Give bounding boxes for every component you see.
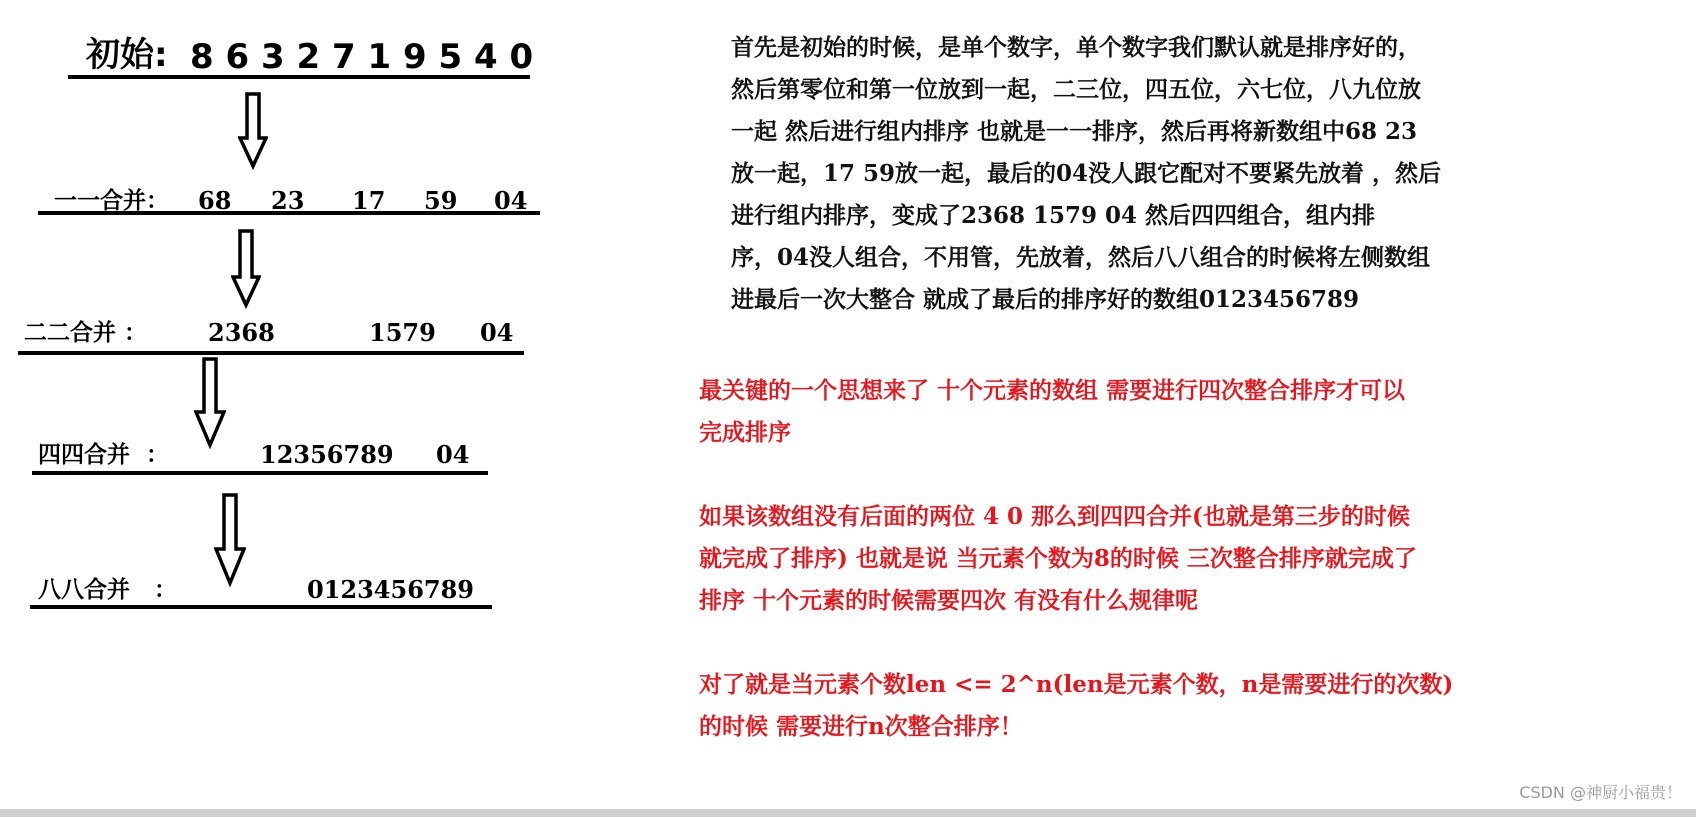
step3-underline [32, 471, 488, 475]
step2-label: 二二合并 ： [24, 319, 148, 346]
step1-underline [38, 211, 540, 215]
down-arrow-icon [194, 357, 226, 449]
step2-group: 04 [480, 318, 514, 347]
step1-group: 23 [271, 186, 305, 215]
rule-text [699, 664, 1453, 748]
down-arrow-icon [238, 92, 268, 170]
step1-group: 17 [352, 186, 386, 215]
step4-label: 八八合并 ： [38, 576, 178, 603]
text-line: 最关键的一个思想来了 十个元素的数组 需要进行四次整合排序才可以 [699, 377, 1406, 404]
example-text [699, 496, 1417, 622]
text-line: 进行组内排序，变成了2368 1579 04 然后四四组合，组内排 [731, 202, 1376, 229]
explanation-black [731, 27, 1441, 321]
step2-underline [18, 351, 524, 355]
text-line: 放一起，17 59放一起，最后的04没人跟它配对不要紧先放着 ，然后 [731, 160, 1442, 187]
text-line: 排序 十个元素的时候需要四次 有没有什么规律呢 [699, 587, 1199, 614]
initial-label: 初始: [86, 35, 168, 75]
text-line: 序，04没人组合，不用管，先放着，然后八八组合的时候将左侧数组 [731, 244, 1431, 271]
step1-group: 68 [198, 186, 232, 215]
step3-label: 四四合并 ： [38, 441, 170, 468]
down-arrow-icon [214, 493, 246, 587]
step2-group: 2368 [208, 318, 275, 347]
text-line: 进最后一次大整合 就成了最后的排序好的数组0123456789 [731, 286, 1360, 313]
text-line: 的时候 需要进行n次整合排序！ [699, 713, 1023, 740]
step2-group: 1579 [369, 318, 436, 347]
step3-group: 04 [436, 440, 470, 469]
initial-sequence: 8 6 3 2 7 1 9 5 4 0 [190, 37, 534, 77]
initial-underline [68, 75, 530, 79]
text-line: 就完成了排序) 也就是说 当元素个数为8的时候 三次整合排序就完成了 [699, 545, 1417, 572]
step1-group: 04 [494, 186, 528, 215]
step1-group: 59 [424, 186, 458, 215]
text-line: 然后第零位和第一位放到一起，二三位，四五位，六七位，八九位放 [731, 76, 1421, 103]
watermark: CSDN @神厨小福贵！ [1519, 783, 1682, 802]
text-line: 对了就是当元素个数len <= 2^n(len是元素个数，n是需要进行的次数) [699, 671, 1454, 698]
text-line: 一起 然后进行组内排序 也就是一一排序，然后再将新数组中68 23 [731, 118, 1418, 145]
step3-group: 12356789 [260, 440, 394, 469]
down-arrow-icon [231, 229, 261, 309]
step4-underline [30, 605, 492, 609]
key-idea-text [699, 370, 1405, 454]
step1-label: 一一合并： [54, 187, 169, 214]
text-line: 首先是初始的时候，是单个数字，单个数字我们默认就是排序好的， [731, 34, 1421, 61]
text-line: 如果该数组没有后面的两位 4 0 那么到四四合并(也就是第三步的时候 [699, 503, 1410, 530]
text-line: 完成排序 [699, 419, 791, 446]
horizontal-scrollbar[interactable] [0, 809, 1696, 817]
step4-group: 0123456789 [307, 575, 474, 604]
